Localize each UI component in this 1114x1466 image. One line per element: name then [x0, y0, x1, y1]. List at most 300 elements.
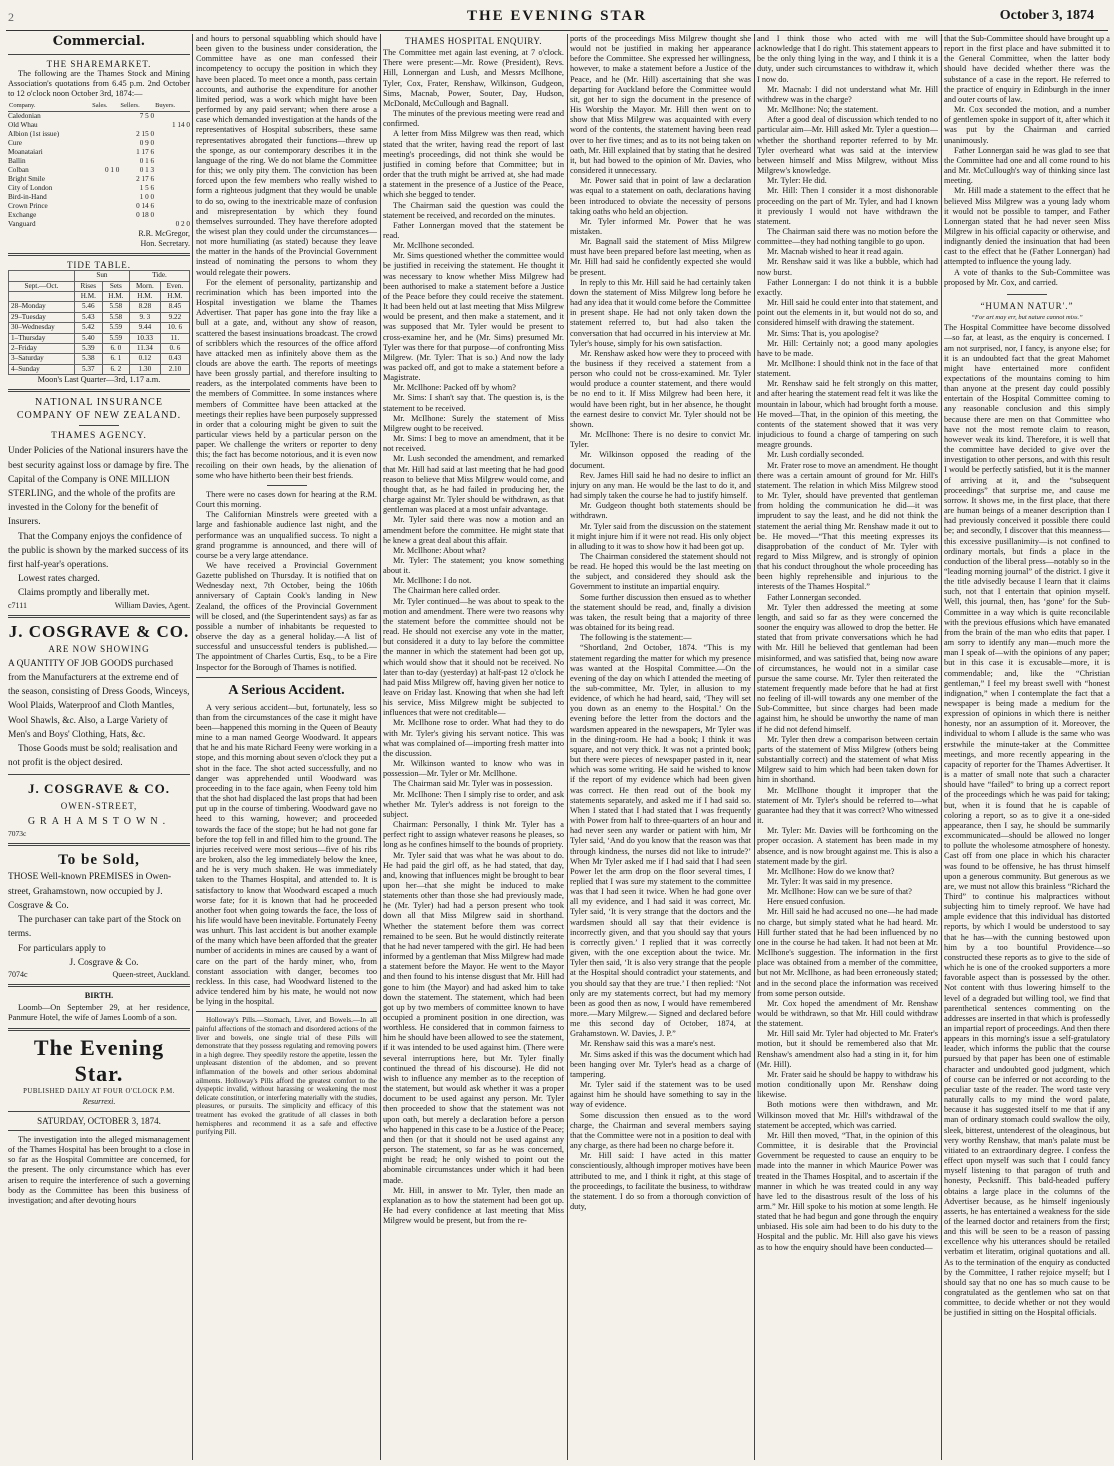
paragraph: Mr. Sims: That is, you apologise? [767, 328, 879, 338]
column-rule [192, 34, 193, 1460]
divider [8, 615, 190, 618]
table-cell: 1 5 6 [139, 183, 155, 192]
table-cell: 6. 1 [102, 354, 129, 364]
table-header-row [9, 291, 190, 301]
paragraph: Mr. Renshaw said this was a mare's nest. [580, 1039, 716, 1049]
table-cell [91, 175, 119, 184]
table-cell: 8.45 [160, 302, 189, 312]
table-cell [91, 202, 119, 211]
paragraph: Mr. Macnab: I did not understand what Mr. Hill withdrew was in the charge? [757, 84, 938, 104]
paragraph: Mr. Cox seconded the motion, and a number of gentlemen spoke in support of it, after which it was put by the Chairman and carried unanimously. [944, 105, 1110, 145]
hospital-enquiry-continued [944, 34, 1110, 288]
paragraph: Mr. Tyler informed Mr. Power that he was mistaken. [570, 216, 751, 236]
cosgrave-body [8, 657, 190, 771]
paragraph: Mr. McIlhone: About what? [393, 545, 486, 555]
table-cell: 6. 0 [102, 343, 129, 353]
paragraph: Mr. Wilkinson wanted to know who was in possession—Mr. Tyler or Mr. McIlhone. [383, 759, 564, 779]
paragraph: Mr. Hill said Mr. Tyler had objected to Mr. Frater's motion, but it should be remembered also that Mr. Renshaw's amendment also had a sting in it, for him (Mr. Hill). [757, 1029, 938, 1069]
table-header: Sellers. [119, 100, 154, 112]
divider [8, 984, 190, 987]
table-cell: 0. 6 [160, 343, 189, 353]
table-row [9, 333, 190, 343]
table-cell [154, 202, 190, 211]
table-cell: 9. 3 [129, 312, 160, 322]
news-note: There were no cases down for hearing at the R.M. Court this morning. [196, 489, 377, 510]
paragraph: Mr. Renshaw asked how were they to proceed with the business if they received a statement from a person who could not be cross-examined. Mr. Tyler would produce a counter statement, and there would be no end to it. If Miss Milgrew had been here, it would have been right, but in her absence, he thought the earnest desire to convict Mr. Tyler should not be shown. [570, 348, 751, 429]
paragraph: Mr. Sims questioned whether the committee would be justified in receiving the statement. He thought it was necessary to know whether Miss Milgrew had been authorised to make a statement before a Justice of the Peace before they could receive the statement. It had been held out at last meeting that Miss Milgrew would be present, and then make a statement, and it was supposed that Mr. Tyler would be present to cross-examine her, and he (Mr. Sims) presumed Mr. Tyler was there for that purpose—of confronting Miss Milgrew. (Mr. Tyler: That is so.) And now the lady was packed off, and got to make a statement before a Magistrate. [383, 251, 564, 383]
paragraph: Some further discussion then ensued as to whether the statement should be read, and, finally a division was taken, the result being that a majority of three was obtained for its being read. [570, 592, 751, 633]
paragraph: Mr. Renshaw said he felt strongly on this matter, and after hearing the statement read felt it was like the mountain in labour, which had brought forth a mouse. He moved—That, in the opinion of this meeting, the contents of the statement showed that it was very injudicious to found a charge of tampering on such meagre grounds. [757, 379, 938, 450]
paragraph: Mr. Gudgeon thought both statements should be withdrawn. [570, 501, 751, 521]
table-row [8, 175, 190, 184]
insurance-title: NATIONAL INSURANCE COMPANY OF NEW ZEALAND. [16, 397, 182, 422]
paragraph: “Shortland, 2nd October, 1874. “This is my statement regarding the matter for which my presence was wanted at the Hospital Committee.—On the evening of the day on which I attended the meeting of the sub-committee, Mr. Tyler, in allusion to my evidence, of which he had heard, said, ‘They will set you down as an enemy to the Hospital.’ On the evening before the letter from the doctors and the wardsmen appeared in the newspapers, Mr Tyler was in the dining-room. He had a book; I think it was square, and not very thick. It was not a printed book; but there were pieces of newspaper pasted in it, near which was some writing. He said he wished to know if the report of my evidence which had been given was correct. He then read out of the book my statements separately, and asked me if I had said so. When I stated that I had stated that I was frequently with Power from half to three-quarters of an hour and had never seen any warder or patient with him, Mr Tyler said, ‘And do you know that the reason was that through kindness, the nurses did not like to intrude?’ When Mr Tyler asked me if I had said that I had seen Power let the arm drop on the floor several times, I replied that I was sure my statement to the committee was that I had seen it twice. When he had gone over all my evidence, and I had said it was correct, Mr. Tyler said, ‘It is very strange that the doctors and the wardsmen should all say that their evidence is incorrectly given, and that you should say that yours is correctly given.’ I replied that it was correctly given, with the one exception about the twice. Mr. Tyler then said, ‘It is also very strange that the people at the Hospital should contradict your statements, and you should say that they are true.’ I then replied: ‘Not only are my statements correct, but had my memory been as good then as now, I would have remembered more.—Mary Milgrew.— Signed and declared before me this second day of October, 1874, at Grahamstown. W. Davies, J. P.” [570, 643, 751, 1039]
table-cell [91, 157, 119, 166]
table-cell: 0 18 0 [136, 210, 155, 219]
table-cell: 5.58 [102, 312, 129, 322]
table-cell: 5.46 [74, 302, 102, 312]
agent-name: William Davies, Agent. [114, 600, 190, 610]
divider [8, 1130, 190, 1131]
masthead [0, 6, 1114, 30]
table-row [8, 166, 190, 175]
human-nature-text [944, 323, 1110, 1318]
divider [8, 774, 190, 775]
insurance-footer [8, 601, 190, 611]
table-cell: 29–Tuesday [9, 312, 75, 322]
table-header: Sales. [91, 100, 119, 112]
sharemarket-rows [8, 111, 190, 229]
column-5 [757, 34, 938, 1460]
table-cell [154, 184, 190, 193]
table-cell: 0 14 6 [136, 201, 155, 210]
sharemarket-table [8, 100, 190, 229]
signature-role: Hon. Secretary. [140, 238, 190, 248]
published-line: PUBLISHED DAILY AT FOUR O'CLOCK P.M. [23, 1087, 175, 1095]
column-1 [8, 34, 190, 1460]
table-cell: 2.10 [160, 364, 189, 374]
paragraph: Father Lonnergan: I do not think it is a bubble exactly. [757, 277, 938, 297]
insurance-text: Lowest rates charged. [18, 574, 100, 585]
table-cell: Colban [8, 165, 29, 174]
cosgrave-street: OWEN-STREET, [60, 801, 138, 812]
table-header: H.M. [129, 291, 160, 301]
paragraph: Mr. Hill said he had accused no one—he had made no charge, but simply stated what he had heard. Mr. Hill further stated that he had been influenced by no one in the course he had taken. It had not been at Mr. McIlhone's suggestion. The information in the first place was obtained from a member of the committee, but not Mr. McIlhone, as had been erroneously stated; and in the second place the information was received from some person outside. [757, 907, 938, 998]
table-cell: Ballin [8, 156, 26, 165]
table-header: Morn. [129, 281, 160, 291]
table-row [8, 130, 190, 139]
paragraph: Mr. McIlhone: Then I simply rise to order, and ask whether Mr. Tyler's address is not foreign to the subject. [383, 789, 564, 819]
paragraph: Mr. Sims: I beg to move an amendment, that it be not received. [383, 434, 564, 454]
paragraph: The minutes of the previous meeting were read and confirmed. [383, 109, 564, 129]
table-cell: 5.42 [74, 323, 102, 333]
paragraph: ports of the proceedings Miss Milgrew thought she would not be justified in making her appearance before the Committee. She expressed her willingness, however, to make a statement before a Justice of the Peace, and he (Mr. Hill) ascertaining that she was departing for Auckland before the Committee would sit, got her to sign the document in the presence of His Worship the Mayor. Mr. Hill then went on to show that Miss Milgrew was acquainted with every word of the contents, the statement having been read over to her five times; and as to its not being taken on oath, Mr. Hill explained that by stating that he desired it, but had bowed to the opinion of Mr. Davies, who considered it unnecessary. [570, 34, 751, 176]
column-6 [944, 34, 1110, 1460]
table-header-row [9, 271, 190, 281]
divider [8, 389, 190, 392]
tide-title: TIDE TABLE. [66, 259, 132, 270]
table-cell [154, 148, 190, 157]
paragraph: After a good deal of discussion which tended to no particular aim—Mr. Hill asked Mr. Tyler a question—whether the shorthand reporter referred to by Mr. Tyler overheard what was said at the interview between himself and Miss Milgrew, without Miss Milgrew's knowledge. [757, 115, 938, 176]
table-cell: 30–Wednesday [9, 323, 75, 333]
table-row [8, 202, 190, 211]
sharemarket-title: THE SHAREMARKET. [46, 59, 152, 69]
table-cell [91, 193, 119, 202]
paragraph: Mr. Frater rose to move an amendment. He thought there was a certain amount of ground for Mr. Hill's statement. The relation in which Miss Milgrew stood to Mr. Tyler, should have prevented that gentleman from holding the communication he did—it was imprudent to say the least, and he did not think the statement the aerial thing Mr. Renshaw made it out to be. He moved—“That this meeting expresses its disapprobation of the conduct of Mr. Tyler with regard to Miss Milgrew, and is strongly of opinion that his conduct throughout the whole proceeding has been highly reprehensible and injurious to the interests of the Thames Hospital.” [757, 460, 938, 592]
table-header: Even. [160, 281, 189, 291]
paragraph: Chairman: Personally, I think Mr. Tyler has a perfect right to assign whatever reasons he pleases, so long as he confines himself to the bounds of propriety. [383, 820, 564, 850]
paragraph: Father Lonnergan moved that the statement be read. [383, 220, 564, 240]
table-cell: Cure [8, 138, 22, 147]
table-header: Company. [8, 100, 91, 112]
table-row [8, 148, 190, 157]
paragraph: Mr. Tyler continued—he was about to speak to the motion and amendment. There were two reasons why the statement before the committee should not be read. He should not exercise any vote in the matter, but considered it a duty to lay before the committee the manner in which the statement had been got up, which would show that it should not be received. No later than to-day (yesterday) at half-past 12 o'clock he had paid Miss Milgrew off, having given her notice to leave on Friday last. Knowing that when she had left his service, Miss Milgrew might be subjected to influences that were not creditable— [383, 596, 564, 718]
table-cell: 0 1 3 [139, 165, 155, 174]
accident-text: A very serious accident—but, fortunately, less so than from the circumstances of the case it might have been—happened this morning in the Queen of Beauty mine to a man named George Woodward. It appears that he and his mate Richard Feeny were working in a stope, and this morning about seven o'clock they put a shot in the face. The shot acted successfully, and no danger was apprehended until Woodward was proceeding in to the face again, when Feeny told him that the shot had displaced the last props that had been put up in the course of timbering. Woodward gave no heed to this warning, however; and proceeded towards the face of the stope; but he had not gone far before the top fell in and filled him to the ground. The injuries received were most serious—five of his ribs are broken, also the leg immediately below the knee, and he is very much shaken. He was immediately taken to the Thames Hospital, and attended to. It is satisfactory to know that Woodward escaped a much worse fate; for it is known that had he proceeded another foot when going towards the face, the loss of his life would have been inevitable. Fortunately Feeny was unhurt. This last accident is but another example of the many which have been afforded that the greater number of accidents in mines are caused by a want of care on the part of the hardy miner, who, from constant association with danger, becomes too reckless. In this case, had Woodward listened to the advice tendered him by his mate, he would not now be lying in the hospital. [196, 702, 377, 1007]
paragraph: Rev. James Hill said he had no desire to inflict an injury on any man. He would be the last to do it, and had simply taken the course he had to justify himself. [570, 470, 751, 501]
column-4 [570, 34, 751, 1460]
table-cell: City of London [8, 183, 53, 192]
paragraph: Mr. Frater said he should be happy to withdraw his motion conditionally upon Mr. Renshaw doing likewise. [757, 1069, 938, 1100]
accident-title: A Serious Accident. [228, 682, 345, 698]
divider [8, 1111, 190, 1112]
table-cell [154, 166, 190, 175]
table-header: H.M. [160, 291, 189, 301]
paragraph: Mr. Power said that in point of law a declaration was equal to a statement on oath, declarations having been introduced to obviate the necessity of persons taking oaths who held an objection. [570, 176, 751, 216]
table-cell: Caledonian [8, 111, 41, 120]
table-cell: 10.33 [129, 333, 160, 343]
paragraph: Mr. Hill said he could enter into that statement, and point out the elements in it, but would not do so, and considered himself with drawing the statement. [757, 298, 938, 328]
table-cell: Albion (1st issue) [8, 129, 60, 138]
table-header: H.M. [102, 291, 129, 301]
divider [196, 1011, 377, 1012]
table-row [9, 364, 190, 374]
table-row [8, 220, 190, 229]
divider [1007, 294, 1047, 295]
table-cell: 0 1 6 [139, 156, 155, 165]
table-header: Tide. [129, 271, 189, 281]
table-cell [119, 121, 154, 130]
table-cell: 2 17 6 [136, 174, 155, 183]
table-cell: 28–Monday [9, 302, 75, 312]
table-cell: 1 17 6 [136, 147, 155, 156]
paragraph: Mr. Lush seconded the amendment, and remarked that Mr. Hill had said at last meeting that he had good reason to believe that Miss Milgrew would come, and thought that, as he had failed in producing her, the charge against Mr. Tyler should be withdrawn, as that gentleman was placed at a most unfair advantage. [383, 454, 564, 515]
ad-reference: 7074c [8, 969, 28, 979]
paragraph: Father Lonnergan said he was glad to see that the Committee had one and all come round to his and Mr. McCullough's way of thinking since last meeting. [944, 145, 1110, 186]
table-row [9, 354, 190, 364]
sale-body [8, 870, 190, 969]
table-cell: 9.44 [129, 323, 160, 333]
table-cell: 5.39 [74, 343, 102, 353]
paragraph: Mr. McIlhone: There is no desire to convict Mr. Tyler. [570, 430, 751, 450]
paragraph: Mr. Lush cordially seconded. [767, 450, 865, 460]
table-cell: 1 0 0 [139, 192, 155, 201]
table-header: Sun [74, 271, 129, 281]
paragraph: Both motions were then withdrawn, and Mr. Wilkinson moved that Mr. Hill's withdrawal of the statement be accepted, which was carried. [757, 1100, 938, 1130]
table-cell: 5.37 [74, 364, 102, 374]
paragraph: Mr. Hill said: I have acted in this matter conscientiously, although improper motives have been attributed to me, and I think it right, at this stage of the proceedings, to facilitate the business, to withdraw the statement. I do so from a thorough conviction of duty, [570, 1151, 751, 1211]
table-cell: Old Whau [8, 120, 38, 129]
table-cell: 0.43 [160, 354, 189, 364]
table-row [9, 312, 190, 322]
agency-title: THAMES AGENCY. [51, 431, 147, 442]
paragraph: Mr. Tyler then addressed the meeting at some length, and said so far as they were concerned the sooner the enquiry was allowed to drop the better. He stated that from private conversations which he had with Mr. Hill he believed that gentleman had been misinformed, and was satisfied that, being now aware of circumstances, he would not in a similar case pursue the same course. Mr. Tyler then reiterated the statement frequently made before that he had at first no feeling of ill-will towards any one member of the Sub-Committee, but since charges had been made against him, he should be unworthy the name of man if he did not defend himself. [757, 602, 938, 734]
column-3 [383, 34, 564, 1460]
table-cell [154, 175, 190, 184]
paragraph: Mr. Bagnall said the statement of Miss Milgrew must have been prepared before last meeting, when as Mr. Hill had said he confidently expected she would be present. [570, 237, 751, 277]
table-header [9, 271, 75, 281]
paragraph: Mr. McIlhone: Surely the statement of Miss Milgrew ought to be received. [383, 413, 564, 433]
table-cell [91, 211, 119, 220]
table-row [8, 111, 190, 121]
human-nature-motto: “For art may err, but nature cannot miss.” [971, 314, 1083, 322]
insurance-text: Claims promptly and liberally met. [18, 588, 150, 599]
table-cell: Bird-in-Hand [8, 192, 47, 201]
table-cell: 11.34 [129, 343, 160, 353]
cosgrave-name: J. COSGRAVE & CO. [8, 621, 190, 641]
paragraph: Mr. Tyler: It was said in my presence. [767, 876, 893, 886]
paragraph: that the Sub-Committee should have brought up a report in the first place and have submitted it to the General Committee, when the latter body should have decided whether there was the substance of a case in the report. He referred to the practice of enquiry in Edinburgh in the inner and outer courts of law. [944, 34, 1110, 104]
table-row [8, 139, 190, 148]
paragraph: Mr. Tyler said there was now a motion and an amendment before the committee. He might state that he knew a great deal about this affair. [383, 515, 564, 545]
table-row [9, 343, 190, 353]
paragraph: Mr. McIlhone rose to order. What had they to do with Mr. Tyler's giving his servant notice. This was what was complained of—importing fresh matter into the discussion. [383, 718, 564, 758]
divider [8, 1028, 190, 1031]
table-header-row [9, 281, 190, 291]
table-cell: 0 9 0 [139, 138, 155, 147]
paragraph: The following is the statement:— [580, 633, 692, 643]
table-cell: 5.43 [74, 312, 102, 322]
table-cell: 5.59 [102, 323, 129, 333]
paragraph: Father Lonnergan seconded. [767, 592, 862, 602]
insurance-text: Under Policies of the National insurers have the best security against loss or damage by fire. The Capital of the Company is ONE MILLION STERLING, and the whole of the profits are invested in the Colony for the benefit of Insurers. [8, 446, 189, 528]
table-cell: Moanataiari [8, 147, 43, 156]
hospital-enquiry-title: THAMES HOSPITAL ENQUIRY. [404, 36, 543, 46]
paragraph: Mr. Sims asked if this was the document which had been hanging over Mr. Tyler's head as a charge of tampering. [570, 1049, 751, 1079]
table-cell [154, 111, 190, 121]
table-header: Sept.—Oct. [9, 281, 75, 291]
table-cell: 4–Sunday [9, 364, 75, 374]
leader-text: The investigation into the alleged mismanagement of the Thames Hospital has been brought to a close in so far as the Hospital Committee are concerned, for the present. The only circumstance which has ever arisen to require the interference of such a governing body as the Committee has been this business of investigation; and after devoting hours [8, 1135, 190, 1205]
table-cell: 1 14 0 [172, 120, 190, 129]
tide-rows [9, 302, 190, 375]
news-note: We have received a Provincial Government Gazette published on Thursday. It is notified that on Wednesday next, 7th October, being the 106th anniversary of Captain Cook's landing in New Zealand, the offices of the Provincial Government will be closed, and (the Superintendent says) as far as possible a number of inhabitants be requested to observe the day as a general holiday.—A list of successful and unsuccessful tenders is published.—The appointment of Charles Curtis, Esq., to be a Fire Inspector for the Borough of Thames is notified. [196, 560, 377, 672]
paragraph: Mr. Tyler said from the discussion on the statement it might injure him if it were not read. His only object in alluding to it was to show how it had been got up. [570, 521, 751, 551]
sale-contact: J. Cosgrave & Co. [69, 957, 139, 968]
leader-paragraph: and hours to personal squabbling which should have been given to the business under consideration, the Committee have as one man confessed their incompetency to occupy the position in which they have been placed. To meet once a month, pass certain accounts, and authorise the expenditure for another limited period, was a work which might have been performed by any paid servant; when there arose a case which demanded investigation at the hands of the representatives of Hospital subscribers, these same representatives abrogated their functions—threw up the sponge, as our contemporary describes it in the language of the ring. We do not blame the Committee for this; we only pity them. The conviction has been forced upon the few members who really wished to form a righteous judgment that they would be unable to do so, owing to the inextricable maze of confusion and misrepresentation by which they found themselves surrounded. They have therefore adopted the wisest plan they could under the circumstances—not more humiliating (as stated) because they leave the matter in the hands of the Provincial Government instead of nominating the persons to whom they would relegate their powers. [196, 34, 377, 277]
sale-text: For particulars apply to [18, 943, 106, 954]
sale-text: THOSE Well-known PREMISES in Owen-street, Grahamstown, now occupied by J. Cosgrave & Co. [8, 872, 172, 911]
sale-footer [8, 970, 190, 980]
paragraph: Mr. McIlhone thought it improper that the statement of Mr. Tyler's should be referred to—what guarantee had they that it was correct? Who witnessed it. [757, 785, 938, 826]
signature: R.R. McGregor, [138, 228, 190, 238]
table-row [9, 302, 190, 312]
table-row [8, 184, 190, 193]
table-cell: 5.38 [74, 354, 102, 364]
paragraph: Mr. Macnab wished to hear it read again. [767, 247, 904, 257]
birth-notice: Loomb—On September 29, at her residence, Panmure Hotel, the wife of James Loomb of a son. [8, 1003, 190, 1023]
divider [8, 54, 190, 55]
table-cell [91, 220, 119, 229]
paragraph: Mr. Tyler: He did. [767, 176, 827, 186]
paragraph: Mr. McIlhone: Packed off by whom? [393, 383, 516, 393]
holloway-ad: Holloway's Pills.—Stomach, Liver, and Bowels.—In all painful affections of the stomach and disordered actions of the liver and bowels, one single trial of these Pills will demonstrate that they possess regulating and removing powers in a high degree. They speedily restore the appetite, lessen the unpleasant distention of the abdomen, and so prevent inflammation of the bowels and other serious abdominal ailments. Holloway's Pills afford the greatest comfort to the dyspeptic invalid, without harassing or weakening the most delicate constitution, or interfering materially with the studies, pleasures, or pursuits. The simplicity and efficacy of this treatment has evoked the gratitude of all classes in both hemispheres and recommend it as a safe and effective purifying Pill. [196, 1016, 377, 1137]
table-cell [91, 130, 119, 139]
tide-table [8, 270, 190, 375]
paragraph: Mr. McIlhone seconded. [393, 241, 475, 251]
paragraph: Mr. McIlhone: No; the statement. [767, 105, 879, 115]
table-cell [154, 130, 190, 139]
paper-title: THE EVENING STAR [466, 8, 648, 24]
ad-reference: c7111 [8, 600, 27, 610]
paragraph: Mr. Renshaw said it was like a bubble, which had now burst. [757, 257, 938, 277]
table-cell: 5.59 [102, 333, 129, 343]
issue-date: October 3, 1874 [999, 8, 1094, 23]
table-cell: 7 5 0 [139, 111, 155, 120]
column-2 [196, 34, 377, 1460]
table-cell: 11. [160, 333, 189, 343]
table-cell [119, 220, 154, 229]
table-row [8, 211, 190, 220]
news-note: The Californian Minstrels were greeted with a large and fashionable audience last night, and the performance was an unqualified success. To night a grand programme is announced, and there will of course be a very large attendance. [196, 510, 377, 560]
table-cell: Crown Prince [8, 201, 48, 210]
paragraph: The Chairman considered the statement should not be read. He hoped this would be the last meeting on the subject, and considered they should ask the Government to institute an impartial enquiry. [570, 551, 751, 592]
table-row [9, 323, 190, 333]
table-cell [154, 139, 190, 148]
cosgrave-showing: ARE NOW SHOWING [48, 643, 150, 654]
table-cell: 10. 6 [160, 323, 189, 333]
paragraph: A letter from Miss Milgrew was then read, which stated that the writer, having read the report of last meeting's proceedings, did not think she would be justified in coming before that Committee; but in order that the truth might be arrived at, she had made a statement in the presence of a Justice of the Peace, which she begged to tender. [383, 129, 564, 200]
paragraph: Mr. Hill, in answer to Mr. Tyler, then made an explanation as to how the statement had been got up. He had every confidence at last meeting that Miss Milgrew would be present, but from the re- [383, 1185, 564, 1226]
paragraph: In reply to this Mr. Hill said he had certainly taken down the statement of Miss Milgrew long before he had any idea that it would come before the Committee in present shape. He had not only taken down the statement referred to, but had also taken the conversation that had occurred in his interview at Mr. Tyler's house, simply for his own satisfaction. [570, 277, 751, 348]
table-cell: 5.58 [102, 302, 129, 312]
table-cell: 5.40 [74, 333, 102, 343]
table-row [8, 193, 190, 202]
table-cell: Bright Smile [8, 174, 45, 183]
column-rule [941, 34, 942, 1460]
paragraph: Mr. Tyler said that was what he was about to do. He had paid the girl off, as he had stated, that day, and, knowing that influences might be brought to bear upon her—that she might be induced to make statements other than those she had previously made, he (Mr. Tyler) had had a person present who took down all that Miss Milgrew said in shorthand. Whether the statement before them was correct remained to be seen. But he would distinctly reiterate that he had never tampered with the girl. He had been informed by a gentleman that Miss Milgrew had made a statement before the Mayor. He went to the Mayor and then found to his intense disgust that Mr. Hill had gone to him (the Mayor) and had asked him to take down the statement. The statement, which had been got up by two members of committee known to have occupied a prominent position in one direction, was worthless. He considered that in common fairness to him he should have been allowed to see the statement, if it was intended to be used against him. (There were several interruptions here, but Mr. Tyler finally continued the thread of his discourse). He did not wish to influence any member as to the reception of the statement, but would ask whether it was a proper document to be used against any person. Mr. Tyler then proceeded to show that the statement was not upon oath, but merely a declaration before a person who happened in this case to be a Justice of the Peace; and then (or that it should not be used against any person. The statement, so far as he was concerned, might be read; he only wished to point out the abominable circumstances under which it had been made. [383, 850, 564, 1185]
birth-title: BIRTH. [84, 991, 114, 1001]
table-header: Buyers. [154, 100, 190, 112]
table-cell: 9.22 [160, 312, 189, 322]
divider [8, 253, 190, 256]
sharemarket-intro: The following are the Thames Stock and Mining Association's quotations from 6.45 p.m. 2nd October to 12 o'clock noon October 3rd, 1874:— [8, 69, 190, 99]
paragraph: Mr. Hill made a statement to the effect that he believed Miss Milgrew was a young lady whom it would not be possible to tamper, and Father Lonnergan stated that he had never seen Miss Milgrew in his official capacity or otherwise, and indignantly denied the insinuation that had been cast to the effect that he (Father Lonnergan) had attempted to influence the young lady. [944, 186, 1110, 267]
cosgrave-text: A QUANTITY OF JOB GOODS purchased from the Manufacturers at the extreme end of the season, consisting of Dress Goods, Winceys, Wool Plaids, Waterproof and Cloth Mantles, Wool Shawls, &c. Also, a Large Variety of Men's and Boys' Clothing, Hats, &c. [8, 658, 190, 740]
table-header: Rises [74, 281, 102, 291]
paragraph: A vote of thanks to the Sub-Committee was proposed by Mr. Cox, and carried. [944, 267, 1110, 287]
paragraph: Mr. Tyler said if the statement was to be used against him he should have something to say in the way of evidence. [570, 1080, 751, 1110]
table-cell [154, 193, 190, 202]
divider [8, 843, 190, 846]
table-header-row [8, 100, 190, 112]
paragraph: Mr. McIlhone: I should think not in the face of that statement. [757, 359, 938, 379]
paragraph: The Committee met again last evening, at 7 o'clock. There were present:—Mr. Rowe (President), Revs. Hill, Lonnergan and Lush, and Messrs McIlhone, Tyler, Cox, Frater, Renshaw, Wilkinson, Gudgeon, Sims, Macnab, Power, Souter, Day, Hudson, McDonald, McCullough and Bagnall. [383, 48, 564, 108]
table-header [9, 291, 75, 301]
evening-star-title: The Evening Star. [33, 1034, 165, 1086]
sale-address: Queen-street, Auckland. [112, 969, 190, 979]
hospital-enquiry-text [383, 48, 564, 1226]
paragraph: The Chairman said Mr. Tyler was in possession. [393, 779, 553, 789]
sale-text: The purchaser can take part of the Stock on terms. [8, 915, 181, 940]
table-cell [154, 157, 190, 166]
paragraph: Mr. McIlhone: How can we be sure of that? [767, 887, 912, 897]
hospital-enquiry-continued [757, 34, 938, 1253]
table-cell: 0 1 0 [105, 165, 120, 174]
page-number: 2 [8, 10, 14, 24]
paragraph: Mr. Hill: Certainly not; a good many apologies have to be made. [757, 338, 938, 358]
hospital-enquiry-continued [570, 34, 751, 1212]
table-row [8, 157, 190, 166]
column-rule [380, 34, 381, 1460]
leader-date: SATURDAY, OCTOBER 3, 1874. [37, 1115, 161, 1126]
divider [267, 485, 307, 486]
table-cell: Exchange [8, 210, 37, 219]
table-cell [154, 211, 190, 220]
table-cell: 2 15 0 [136, 129, 155, 138]
table-cell: 0.12 [129, 354, 160, 364]
table-cell: 1.30 [129, 364, 160, 374]
paragraph: The Hospital Committee have become dissolved—so far, at least, as the enquiry is concerned. I am not surprised, nor, I fancy, is anyone else; for it is an undoubted fact that the great Mahomet might have entertained more confident expectations of the mountains coming to him than anyone at the present day could possibly entertain of the Hospital Committee coming to any reasonable conclusion and this simply because there are men on that Committee who have not the most remote claim to reason, however weak its kind. Therefore, it is well that the committee have decided to give over the investigation to other persons, and with this result I would be perfectly satisfied, but it is the manner of arriving at it, and the “subsequent proceedings” that surprise me, and cause me sorrow. It shows me, in the first place, that there are human beings of a meaner description than I had previously conceived it possible there could be; and secondly, I discover that this meanness—this excessive pusillanimity—is not confined to ordinary mortals, but finds a place in the conduction of the liberal press—notably so in the “leading morning journal” of the district. I give it the title advisedly because I learn that it claims such, not that I entertain that opinion myself. Well, this journal, then, has ‘gone’ for the Sub-Committee in a way which is quite reconcilable with the previous effusions which have emanated from the brain of the man who edits that paper. I am sorry to identify any man—much more the man I speak of—with the opinions of any paper; but in this case it is excusable—more, it is commendable; and, like the “Christian gentleman,” I feel my breast swell with “honest indignation,” when I contemplate the fact that a newspaper is being made a medium for the expression of opinions in which there is neither honesty, nor an assumption of it. Moreover, the individual to whom I allude is the same who was erstwhile the minute-taker at the Committee meetings, and more recently appearing in the capacity of reporter for the Thames Advertiser. It is a matter of small note that such a character should have “failed” to bring up a correct report of the proceedings which he was paid for taking; but, when it is found that he is capable of coloring a report, so as to give it a one-sided appearance, then I say, he should be summarily excommunicated—should be allowed no longer to pollute the wholesome atmosphere of honesty. Cast off from one place in which his character was found to be offensive, he has thrust himself upon a generous community. But generous as we are, we must not allow this brainless “Richard the Third” to continue his malpractices without subjecting him to timely reproof. We have had ample evidence that this individual has distorted reports, by which I would be understood to say that he has—with the cunning bestowed upon him by a too bountiful Providence—so constructed these reports as to give to the side of which he is one of the crooked supporters a more favorable aspect than is possessed by the other. Not content with thus lowering himself to the level of a degraded but willing tool, we find that parenthetical sentences commenting on the addresses are inserted in that which is professedly an impartial report of proceedings. And then there appears in this morning's issue a self-gratulatory leader, which informs the public that the course pursued by that paper has been one of estimable character and undoubted good judgment, which of course can be inferred or not according to the peculiar taste of the reader. The word taste very naturally calls to my mind the word palate, because it has suggested itself to me that if any man of ordinary stomach could swallow the oily, sleek, bitterest, untenderest of the oleaginous, but very worthy Renshaw, that man's palate must be vitiated to an extraordinary degree. I confess the effect upon myself was such that I could fancy myself listening to that paragon of truth and honesty, Pecksniff. This bald-headed puffery obtains a large place in the columns of the Advertiser because, as he himself ingeniously asserts, he has entertained a weakness for the side of the learned doctor and retainers from the first; and this will be seen to be a reason of passing excellence why his utterances should be retailed verbatim et literatim, original quotations and all. As to the termination of the enquiry as conducted by the Committee, I rather rejoice myself; but I should say that no one has so much cause to be congratulated as the gentlemen who sat on that committee, to decide whether or not they would be justified in sitting on the Hospital officials. [944, 323, 1110, 1318]
paragraph: Mr. Sims: I shan't say that. The question is, is the statement to be received. [383, 393, 564, 413]
divider [79, 425, 119, 426]
paragraph: Mr. Hill: Then I consider it a most dishonorable proceeding on the part of Mr. Tyler, and had I known it previously I would not have withdrawn the statement. [757, 186, 938, 226]
table-cell [91, 139, 119, 148]
paragraph: Mr. Wilkinson opposed the reading of the document. [570, 450, 751, 470]
table-cell [91, 111, 119, 121]
paragraph: Mr. McIlhone: How do we know that? [767, 866, 895, 876]
insurance-body [8, 444, 190, 600]
sale-title: To be Sold, [58, 852, 140, 869]
column-rule [567, 34, 568, 1460]
column-rule [754, 34, 755, 1460]
paragraph: Here ensued confusion. [767, 897, 846, 907]
moon-phase: Moon's Last Quarter—3rd, 1.17 a.m. [37, 375, 161, 385]
table-cell [91, 148, 119, 157]
divider [196, 677, 377, 678]
motto: Resurrexi. [82, 1096, 116, 1106]
paragraph: Some discussion then ensued as to the word charge, the Chairman and several members saying that the Committee were not in a position to deal with any charge, as there had been no charge before it. [570, 1110, 751, 1151]
paragraph: The Chairman said the question was could the statement be received, and recorded on the minutes. [383, 200, 564, 220]
table-cell: 2–Friday [9, 343, 75, 353]
table-cell [91, 184, 119, 193]
paragraph: The Chairman said there was no motion before the committee—they had nothing tangible to go upon. [757, 226, 938, 247]
table-cell: 3–Saturday [9, 354, 75, 364]
leader-continued [196, 34, 377, 481]
insurance-text: That the Company enjoys the confidence of the public is shown by the marked success of its first half-year's operations. [8, 531, 189, 570]
leader-paragraph: For the element of personality, partizanship and recrimination which has been imported into the Hospital investigation we blame the Thames Advertiser. That paper has gone into the fray like a bull at a gate, and, without any show of reason, scattered the basest insinuations broadcast. The crowd of scribblers which the resources of the office afford have attacked men as infinitely above them as the clouds are above the earth. The reports of meetings have been grossly partial, and therefore insulting to readers, as the interpolated comments have been to the members of Committee. In some instances where members of Committee have been attacked at the meetings their replies have been purposely suppressed in order that a colouring might be given to suit the particular views held by a particular person on the paper. We challenge the writers or reporter to deny this; the fact has become notorious, and it is even now recoiling on their own heads, by the alienation of some who have hitherto been their best friends. [196, 277, 377, 480]
paragraph: The Chairman here called order. [393, 586, 501, 596]
table-cell: Vanguard [8, 219, 36, 228]
table-header: Sets [102, 281, 129, 291]
paragraph: Mr. McIlhone: I do not. [393, 576, 472, 586]
paragraph: Mr. Tyler: The statement; you know something about it. [383, 555, 564, 576]
cosgrave-town: GRAHAMSTOWN. [27, 816, 171, 828]
paragraph: Mr. Cox hoped the amendment of Mr. Renshaw would be withdrawn, so that Mr. Hill could withdraw the statement. [757, 998, 938, 1029]
table-cell [91, 121, 119, 130]
paragraph: Mr. Tyler: Mr. Davies will be forthcoming on the proper occasion. A statement has been made in my absence, and is now brought against me. This is also a statement made by the girl. [757, 826, 938, 866]
table-header: H.M. [74, 291, 102, 301]
human-nature-title: “HUMAN NATUR'.” [980, 300, 1074, 311]
commercial-heading: Commercial. [52, 34, 146, 49]
paragraph: and I think those who acted with me will acknowledge that I do right. This statement appears to be the only thing lying in the way, and I think it is a duty, under such circumstances to withdraw it, which I now do. [757, 34, 938, 84]
table-cell: 0 2 0 [175, 219, 190, 228]
table-cell: 1–Thursday [9, 333, 75, 343]
paragraph: Mr. Hill then moved, “That, in the opinion of this Committee, it is desirable that the Provincial Government be requested to cause an enquiry to be made into the manner in which Maurice Power was treated in the Thames Hospital, and to ascertain if the manner in which he was treated could in any way have led to the disastrous result of the loss of his arm.” Mr. Hill spoke to his motion at some length. He stated that he had begun and gone through the enquiry unbiased. His sole aim had been to do his duty to the Hospital and the public. Mr. Hill also gave his views as to how the enquiry should have been conducted— [757, 1130, 938, 1252]
masthead-rule [6, 30, 1108, 31]
cosgrave-text: Those Goods must be sold; realisation and not profit is the object desired. [8, 743, 178, 769]
ad-reference: 7073c [8, 829, 27, 839]
